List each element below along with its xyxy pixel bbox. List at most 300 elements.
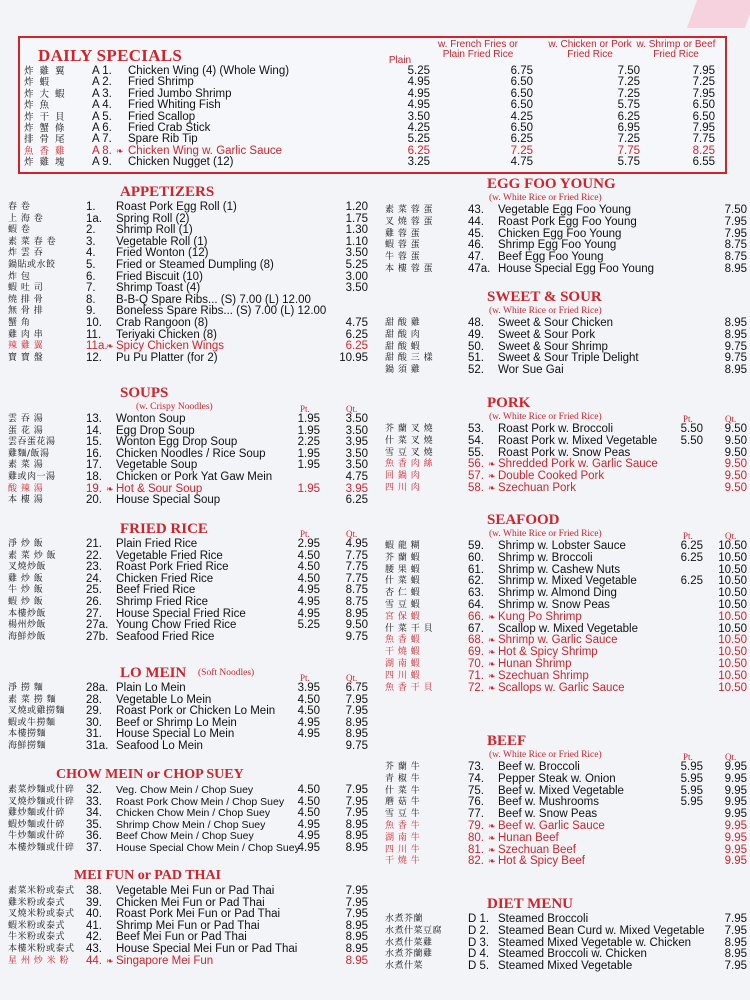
menu-item-name: Shrimp Chow Mein / Chop Suey	[116, 818, 266, 831]
chili-pepper-icon: ❧	[106, 341, 114, 352]
column-header-pt: Pt.	[300, 529, 310, 539]
daily-item-name: Fried Crab Stick	[128, 122, 211, 134]
menu-item-price-qt: 3.00	[345, 270, 368, 283]
menu-item-chinese: 水煮芥蘭雞	[385, 949, 433, 960]
menu-item-price-qt: 10.50	[718, 646, 747, 659]
menu-item-name: Beef w. Mushrooms	[498, 796, 599, 809]
menu-item-code: 33.	[86, 795, 102, 808]
menu-item-chinese: 甜 酸 雞	[385, 318, 421, 328]
daily-item-price: 7.25	[617, 133, 640, 146]
menu-item-code: 69.	[468, 646, 484, 659]
menu-item-price-pt: 6.25	[680, 551, 703, 564]
menu-item-name: Roast Pork w. Mixed Vegetable	[498, 434, 658, 447]
menu-item-code: 75.	[468, 784, 484, 797]
menu-item-price-pt: 4.50	[297, 572, 320, 585]
menu-item-chinese: 酸 辣 湯	[8, 483, 44, 494]
section-title-soups: SOUPS	[120, 385, 169, 401]
menu-item-name: Beef Mei Fun or Pad Thai	[116, 931, 247, 944]
menu-item-chinese: 水煮什菜豆腐	[385, 925, 443, 936]
menu-item-chinese: 本樓炒飯	[8, 608, 47, 619]
menu-item-code: 1a.	[86, 212, 102, 225]
menu-item-price-qt: 6.25	[345, 340, 368, 353]
menu-item-name: Roast Pork or Chicken Lo Mein	[116, 705, 276, 718]
menu-item-code: 7.	[86, 282, 96, 295]
menu-item-code: 45.	[468, 227, 484, 240]
pink-tab-corner	[687, 0, 750, 28]
menu-item-price-qt: 10.50	[718, 540, 747, 552]
column-header-pt: Pt.	[300, 673, 310, 683]
menu-item-code: 17.	[86, 459, 102, 472]
menu-item	[385, 833, 745, 845]
menu-item-price-qt: 9.95	[724, 843, 747, 856]
menu-item	[8, 318, 378, 330]
menu-item-chinese: 杏 仁 蝦	[385, 588, 421, 599]
chili-pepper-icon: ❧	[488, 856, 496, 867]
menu-item-code: 31a.	[86, 740, 109, 752]
menu-item-price-pt: 6.25	[680, 575, 703, 588]
chili-pepper-icon: ❧	[106, 483, 114, 494]
menu-item-code: 42.	[86, 931, 102, 944]
menu-item-code: 80.	[468, 831, 484, 844]
menu-item-price-qt: 7.95	[345, 705, 368, 718]
menu-item	[8, 683, 378, 695]
menu-item-code: 52.	[468, 364, 484, 377]
menu-item-price-pt: 5.95	[680, 796, 703, 809]
daily-specials-title: DAILY SPECIALS	[38, 46, 183, 65]
section-subtitle-beef: (w. White Rice or Fried Rice)	[489, 750, 602, 760]
menu-item-chinese: 蝦炒麵或什碎	[8, 819, 66, 830]
menu-item-name: Shrimp w. Cashew Nuts	[498, 563, 621, 576]
menu-item-chinese: 宮 保 蝦	[385, 611, 421, 622]
menu-item	[385, 856, 745, 868]
section-subtitle-pork: (w. White Rice or Fried Rice)	[489, 412, 602, 422]
daily-item-price: 4.75	[510, 156, 533, 169]
menu-item	[8, 472, 378, 484]
menu-item-name: Seafood Lo Mein	[116, 740, 203, 752]
menu-item-name: Boneless Spare Ribs... (S) 7.00 (L) 12.00	[116, 305, 327, 318]
daily-item-price: 7.95	[692, 87, 715, 100]
menu-item-price-qt: 7.75	[345, 572, 368, 585]
menu-item-chinese: 牛 炒 飯	[8, 585, 44, 596]
menu-item-chinese: 回 鍋 肉	[385, 471, 421, 482]
menu-item-code: 4.	[86, 247, 96, 260]
menu-item-price-qt: 4.75	[345, 471, 368, 483]
menu-item-name: Shrimp Fried Rice	[116, 596, 209, 608]
menu-item-name: Fried or Steamed Dumpling (8)	[116, 259, 274, 271]
menu-item-chinese: 辣 雞 翼	[8, 341, 44, 352]
menu-item-code: 56.	[468, 458, 484, 471]
menu-item-price-pt: 5.95	[680, 772, 703, 785]
menu-item	[8, 706, 378, 718]
menu-item-chinese: 牛 蓉 蛋	[385, 252, 421, 263]
menu-item-name: Plain Fried Rice	[116, 538, 198, 550]
menu-item-price-qt: 7.95	[724, 227, 747, 240]
menu-item-price-qt: 10.50	[718, 669, 747, 682]
menu-item-code: 48.	[468, 317, 484, 329]
menu-item-price-pt: 6.25	[680, 540, 703, 552]
menu-item-name: Sweet & Sour Chicken	[498, 317, 614, 329]
menu-item-price-pt: 1.95	[297, 447, 320, 460]
menu-item	[385, 240, 745, 252]
menu-item-code: 54.	[468, 434, 484, 447]
daily-item-chinese: 魚 香 雞	[24, 145, 67, 157]
menu-item	[8, 808, 378, 820]
menu-item	[385, 252, 745, 264]
menu-item-code: 37.	[86, 842, 102, 854]
menu-item-price-qt: 5.25	[345, 259, 368, 271]
daily-item-price: 6.50	[510, 122, 533, 134]
menu-item	[385, 318, 745, 330]
menu-item-name: Kung Po Shrimp	[498, 610, 582, 623]
menu-item-chinese: 水煮什菜雞	[385, 937, 433, 948]
menu-item-price-qt: 9.95	[724, 808, 747, 821]
chili-pepper-icon: ❧	[488, 682, 496, 693]
menu-item-name: House Special Mei Fun or Pad Thai	[116, 943, 298, 955]
menu-item	[385, 797, 745, 809]
menu-item-chinese: 炸 包	[8, 271, 31, 282]
menu-item-name: Steamed Broccoli w. Chicken	[498, 948, 647, 961]
menu-item-name: Shrimp Egg Foo Young	[498, 239, 617, 252]
menu-item	[385, 459, 745, 471]
menu-item	[385, 659, 745, 671]
menu-item-name: House Special Soup	[116, 494, 221, 507]
menu-item-price-pt: 5.50	[680, 423, 703, 435]
menu-item-name: Vegetable Fried Rice	[116, 549, 223, 562]
menu-item-code: 50.	[468, 340, 484, 353]
menu-item-chinese: 蝦或牛撈麵	[8, 717, 56, 728]
menu-item-code: 20.	[86, 494, 102, 507]
menu-item-name: Beef w. Broccoli	[498, 761, 580, 773]
menu-item-name: Roast Pork Fried Rice	[116, 561, 229, 574]
chili-pepper-icon: ❧	[106, 955, 114, 966]
daily-item-price: 4.95	[407, 87, 430, 100]
column-header-pt: Pt.	[300, 404, 310, 414]
menu-item-price-pt: 2.25	[297, 436, 320, 449]
menu-item-price-pt: 3.95	[297, 682, 320, 694]
menu-item-price-pt: 4.50	[297, 549, 320, 562]
menu-item-price-qt: 8.95	[724, 263, 747, 275]
menu-item-chinese: 素 菜 湯	[8, 460, 44, 471]
menu-item-name: Beef w. Snow Peas	[498, 808, 598, 821]
menu-item-price-qt: 6.25	[345, 328, 368, 341]
menu-item-chinese: 楊州炒飯	[8, 620, 47, 631]
menu-item-name: House Special Fried Rice	[116, 607, 246, 620]
menu-item-chinese: 素 菜 撈 麵	[8, 694, 57, 705]
daily-item-price: 6.25	[617, 110, 640, 123]
menu-item-price-pt: 4.95	[297, 830, 320, 843]
section-title-pork: PORK	[487, 395, 531, 411]
chili-pepper-icon: ❧	[488, 670, 496, 681]
daily-item-price: 6.50	[510, 76, 533, 89]
menu-item-code: 46.	[468, 239, 484, 252]
daily-item-name: Fried Jumbo Shrimp	[128, 87, 232, 100]
daily-item-code: A 1.	[92, 65, 112, 77]
menu-item-price-qt: 10.50	[718, 587, 747, 600]
menu-item-price-qt: 6.75	[345, 682, 368, 694]
menu-item-code: 5.	[86, 259, 96, 271]
menu-item-price-qt: 9.95	[724, 784, 747, 797]
menu-item-chinese: 湖 南 牛	[385, 832, 421, 843]
menu-item-price-qt: 7.95	[345, 807, 368, 820]
daily-header-plain: Plain	[388, 55, 412, 66]
menu-item-name: Scallops w. Garlic Sauce	[498, 681, 625, 694]
menu-item	[385, 424, 745, 436]
menu-item-name: Szechuan Beef	[498, 843, 577, 856]
daily-item-price: 5.25	[407, 133, 430, 146]
menu-item-name: Chicken Mei Fun or Pad Thai	[116, 896, 265, 909]
menu-item-name: Chicken Egg Foo Young	[498, 227, 622, 240]
menu-item-name: Beef Egg Foo Young	[498, 251, 604, 264]
menu-item-price-qt: 9.75	[345, 740, 368, 752]
menu-item-code: D 3.	[468, 936, 490, 949]
menu-item-chinese: 素 菜 蓉 蛋	[385, 205, 434, 215]
menu-item-chinese: 雪 豆 牛	[385, 809, 421, 820]
menu-item-code: 6.	[86, 270, 96, 283]
menu-item	[385, 541, 745, 553]
menu-item-code: 58.	[468, 482, 484, 494]
chili-pepper-icon: ❧	[488, 635, 496, 646]
menu-item-price-qt: 7.50	[724, 204, 747, 216]
menu-item-price-qt: 9.95	[724, 855, 747, 868]
daily-item-code: A 5.	[92, 110, 112, 123]
menu-item-name: Hot & Sour Soup	[116, 482, 203, 495]
menu-item-name: Pu Pu Platter (for 2)	[116, 351, 218, 364]
menu-item-price-qt: 10.95	[339, 351, 368, 364]
menu-item-name: Shrimp w. Snow Peas	[498, 599, 610, 611]
section-subtitle-soups: (w. Crispy Noodles)	[136, 402, 213, 412]
menu-item-name: Steamed Bean Curd w. Mixed Vegetable	[498, 924, 705, 937]
menu-item-name: House Special Lo Mein	[116, 728, 235, 741]
menu-item-name: Plain Lo Mein	[116, 682, 186, 694]
menu-item	[385, 448, 745, 460]
daily-item-code: A 4.	[92, 99, 112, 112]
menu-item-code: 47.	[468, 251, 484, 264]
menu-item-price-pt: 5.95	[680, 761, 703, 773]
menu-item-price-qt: 3.50	[345, 447, 368, 460]
menu-item-code: 53.	[468, 423, 484, 435]
menu-item-code: 21.	[86, 538, 102, 550]
menu-item-code: 9.	[86, 305, 96, 318]
menu-item	[385, 683, 745, 695]
daily-item-code: A 2.	[92, 76, 112, 89]
menu-item-price-qt: 8.75	[724, 239, 747, 252]
daily-item-chinese: 炸 大 蝦	[24, 88, 67, 100]
daily-item-price: 7.25	[510, 144, 533, 157]
menu-item-price-qt: 9.95	[724, 761, 747, 773]
menu-item-code: 1.	[86, 201, 96, 213]
menu-item	[385, 471, 745, 483]
menu-item-name: Shrimp Roll (1)	[116, 224, 193, 237]
menu-item-price-qt: 4.95	[345, 538, 368, 550]
menu-item-code: 34.	[86, 807, 102, 820]
menu-item-chinese: 叉燒炒飯	[8, 562, 47, 573]
menu-item	[385, 229, 745, 241]
menu-item-price-qt: 10.50	[718, 551, 747, 564]
menu-item-price-qt: 7.75	[345, 549, 368, 562]
menu-item-name: Wor Sue Gai	[498, 364, 564, 377]
section-title-friedrice: FRIED RICE	[120, 521, 208, 537]
menu-item-code: 82.	[468, 855, 484, 868]
menu-item	[385, 938, 745, 950]
menu-item-name: Shrimp Mei Fun or Pad Thai	[116, 919, 260, 932]
menu-item	[385, 565, 745, 577]
menu-item-price-qt: 7.95	[345, 784, 368, 796]
menu-item-price-qt: 8.95	[345, 716, 368, 729]
menu-item-price-qt: 8.95	[345, 607, 368, 620]
menu-item	[385, 821, 745, 833]
menu-item-price-qt: 9.50	[345, 619, 368, 632]
menu-item	[8, 562, 378, 574]
menu-item	[8, 260, 378, 272]
menu-item	[8, 944, 378, 956]
menu-item-price-qt: 10.50	[718, 599, 747, 611]
menu-item-chinese: 雲 吞 湯	[8, 414, 44, 424]
menu-item-name: Double Cooked Pork	[498, 470, 605, 483]
menu-item-price-qt: 3.95	[345, 436, 368, 449]
daily-item-price: 7.25	[692, 76, 715, 89]
menu-item-chinese: 什 菜 牛	[385, 785, 421, 796]
menu-item-price-qt: 3.50	[345, 413, 368, 425]
menu-item	[385, 635, 745, 647]
menu-item-code: 26.	[86, 596, 102, 608]
daily-item-price: 6.95	[617, 122, 640, 134]
menu-item-name: Shrimp Toast (4)	[116, 282, 201, 295]
menu-item-price-pt: 4.95	[297, 607, 320, 620]
menu-item	[385, 330, 745, 342]
menu-item-name: Roast Pork w. Snow Peas	[498, 446, 631, 459]
menu-item-name: Vegetable Egg Foo Young	[498, 204, 632, 216]
menu-item-name: Vegetable Roll (1)	[116, 235, 208, 248]
menu-item-price-qt: 3.50	[345, 282, 368, 295]
daily-item-price: 6.50	[692, 110, 715, 123]
menu-item-price-qt: 8.95	[345, 919, 368, 932]
menu-item-code: 24.	[86, 572, 102, 585]
menu-item	[385, 961, 745, 973]
menu-item-code: 79.	[468, 820, 484, 832]
menu-item-code: 10.	[86, 317, 102, 329]
menu-item-name: Singapore Mei Fun	[116, 954, 214, 967]
section-subtitle-lomein: (Soft Noodles)	[198, 668, 255, 678]
menu-item	[8, 597, 378, 609]
daily-item-name: Fried Scallop	[128, 110, 196, 123]
section-subtitle-eggfooyoung: (w. White Rice or Fried Rice)	[489, 193, 602, 203]
menu-item-code: 77.	[468, 808, 484, 821]
menu-item	[8, 843, 378, 855]
menu-item-chinese: 上 海 卷	[8, 213, 44, 224]
menu-item-code: 74.	[468, 772, 484, 785]
menu-item-price-pt: 4.95	[297, 584, 320, 597]
menu-item	[385, 576, 745, 588]
menu-item-price-qt: 9.50	[724, 423, 747, 435]
daily-item-price: 4.95	[407, 76, 430, 89]
menu-item-price-pt: 5.50	[680, 434, 703, 447]
chili-pepper-icon: ❧	[488, 611, 496, 622]
menu-item-code: 27a.	[86, 619, 109, 632]
menu-item-code: 59.	[468, 540, 484, 552]
menu-item	[8, 785, 378, 797]
menu-item-name: Shrimp w. Broccoli	[498, 551, 593, 564]
menu-item-chinese: 本 樓 湯	[8, 495, 44, 506]
menu-item-code: 29.	[86, 705, 102, 718]
daily-item-price: 4.25	[510, 110, 533, 123]
menu-item-name: Sweet & Sour Triple Delight	[498, 352, 639, 365]
menu-item	[8, 414, 378, 426]
chili-pepper-icon: ❧	[488, 471, 496, 482]
menu-item-name: Chicken or Pork Yat Gaw Mein	[116, 471, 273, 483]
menu-item-chinese: 什 菜 叉 燒	[385, 435, 434, 446]
section-title-diet: DIET MENU	[487, 896, 573, 912]
menu-item	[385, 671, 745, 683]
menu-item-name: Vegetable Lo Mein	[116, 693, 212, 706]
menu-item-price-qt: 1.30	[345, 224, 368, 237]
menu-item-name: B-B-Q Spare Ribs... (S) 7.00 (L) 12.00	[116, 293, 311, 306]
menu-item-chinese: 湖 南 蝦	[385, 659, 421, 669]
chili-pepper-icon: ❧	[488, 832, 496, 843]
menu-item-code: 27.	[86, 607, 102, 620]
menu-item	[385, 553, 745, 565]
menu-item-name: Scallop w. Mixed Vegetable	[498, 622, 639, 635]
menu-item-price-qt: 3.95	[345, 482, 368, 495]
menu-item-price-pt: 4.50	[297, 795, 320, 808]
menu-item-name: Fried Biscuit (10)	[116, 270, 203, 283]
menu-item	[385, 365, 745, 377]
menu-item-chinese: 四 川 肉	[385, 483, 421, 493]
menu-item-name: Shredded Pork w. Garlic Sauce	[498, 458, 658, 471]
menu-item-name: Shrimp w. Lobster Sauce	[498, 540, 626, 552]
chili-pepper-icon: ❧	[488, 659, 496, 669]
menu-item-chinese: 淨 撈 麵	[8, 683, 44, 693]
section-title-eggfooyoung: EGG FOO YOUNG	[487, 176, 616, 192]
section-title-appetizers: APPETIZERS	[120, 184, 215, 200]
menu-item	[385, 949, 745, 961]
menu-item-name: Hunan Shrimp	[498, 658, 572, 670]
chili-pepper-icon: ❧	[488, 821, 496, 831]
menu-item-name: Chicken Chow Mein / Chop Suey	[116, 807, 271, 820]
menu-item-price-pt: 5.95	[680, 784, 703, 797]
menu-item-name: House Special Chow Mein / Chop Suey	[116, 842, 300, 854]
menu-item-code: 30.	[86, 716, 102, 729]
menu-item-chinese: 青 椒 牛	[385, 773, 421, 784]
menu-item-code: 81.	[468, 843, 484, 856]
daily-item	[20, 100, 723, 112]
menu-item-name: Roast Pork Chow Mein / Chop Suey	[116, 795, 285, 808]
menu-item-chinese: 本樓米粉或泰式	[8, 944, 75, 954]
daily-item-code: A 7.	[92, 133, 112, 146]
menu-item-chinese: 素菜米粉或泰式	[8, 886, 75, 896]
menu-item-chinese: 蝦 炒 飯	[8, 597, 44, 607]
menu-item-code: 61.	[468, 563, 484, 576]
menu-item-price-qt: 4.75	[345, 317, 368, 329]
menu-item-code: D 2.	[468, 924, 490, 937]
column-header-pt: Pt.	[683, 414, 693, 424]
daily-header-shrimp-beef: w. Shrimp or Beef Fried Rice	[636, 39, 716, 60]
menu-item	[385, 624, 745, 636]
menu-item-code: 44.	[468, 215, 484, 228]
menu-item-price-qt: 9.95	[724, 820, 747, 832]
menu-item-price-qt: 3.50	[345, 459, 368, 472]
menu-item-price-qt: 10.50	[718, 658, 747, 670]
chili-pepper-icon: ❧	[116, 145, 124, 156]
menu-item-chinese: 雞米粉或泰式	[8, 897, 66, 908]
menu-item-code: 55.	[468, 446, 484, 459]
menu-item-code: 70.	[468, 658, 484, 670]
menu-item-price-qt: 8.95	[724, 364, 747, 377]
menu-item-price-qt: 8.95	[345, 842, 368, 854]
menu-item-name: Beef w. Mixed Vegetable	[498, 784, 624, 797]
daily-item-price: 6.50	[510, 99, 533, 112]
menu-item-price-qt: 7.95	[724, 960, 747, 973]
menu-item-code: 62.	[468, 575, 484, 588]
